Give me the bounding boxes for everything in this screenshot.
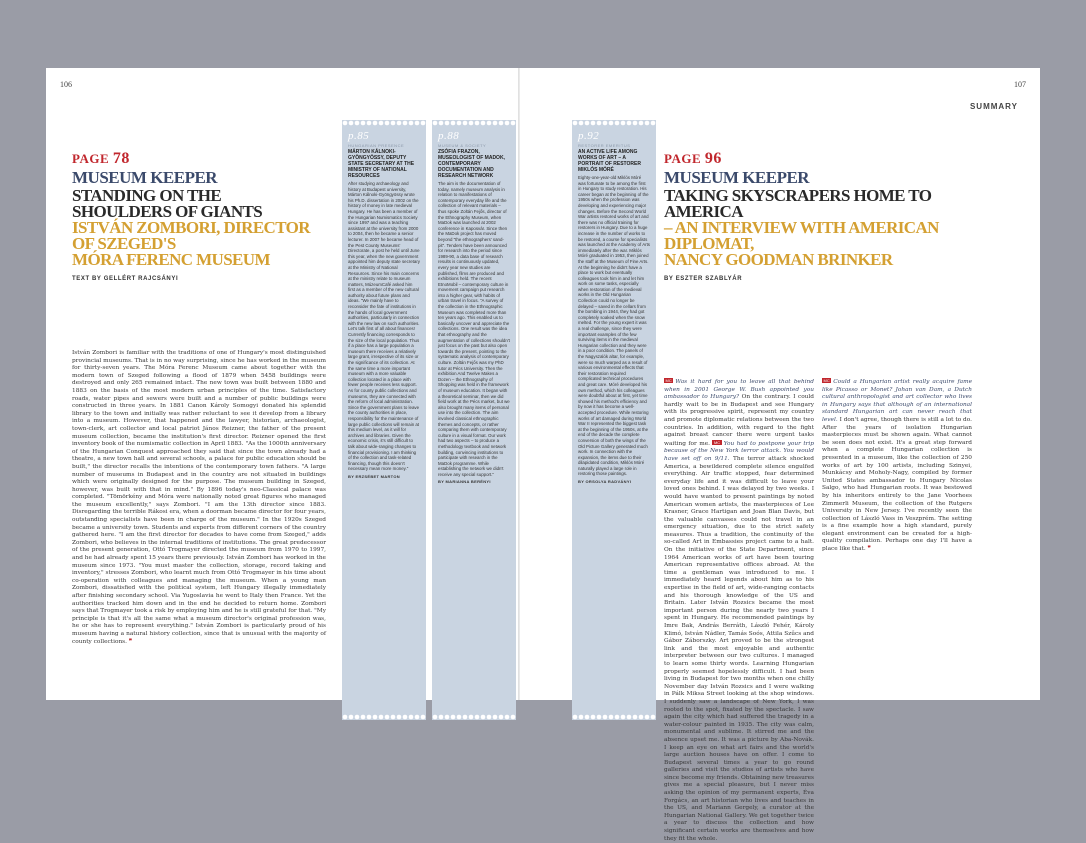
article-subtitle-line2: NANCY GOODMAN BRINKER (664, 250, 893, 269)
question-text: You had to postpone your trip because of the New York terror attack. You would have set off on 9/11. (664, 440, 814, 462)
sidebar-byline: BY ERZSÉBET MARTON (348, 473, 400, 479)
page-ref-number: 78 (112, 150, 130, 167)
interview-column-1 (664, 378, 815, 842)
sidebar-tag: HUNGARIAN PRESENCE (348, 143, 405, 148)
interview-column-2 (822, 378, 972, 692)
page-ref-number: 96 (704, 150, 722, 167)
left-page (46, 68, 566, 700)
sidebar-body: The aim is the documentation of today, namely museum analysis in relation to manifestations of contemporary everyday life and the collection of relevant materials – thus spoke Zoltán Fejős, director of the Ethnography Museum, when MaDok was launched at 2002 conference in Kaposvár. Since then the MaDok project has moved beyond "the ethnographers' sand-pit". Tenders have been announced for research into the period since 1989-90, a data base of research results is continuously updated, every year new studies are published, films are produced and exhibitions held. The recent EtnoMobil – contemporary culture in movement campaign put research into a higher gear, with habits of urban travel in focus. "A survey of the collection in the Ethnographic Museum was completed more than ten years ago. This enabled us to basically uncover and appreciate the collections. One result was the idea that ethnography and the augmentation of collections shouldn't just focus on the past but also open towards the present, pointing to the systematic analysis of contemporary culture. Zoltán Fejős was my PhD tutor at Pécs University. Then the exhibition And Twelve Makes a Dozen – the Ethnography of Shopping was held in the framework of museum education. It began with a theoretical seminar, then we did field work at the Pécs market, but we also brought many items of personal use into the collection. The aim involved classical ethnographic themes and concepts, or rather comparing them with contemporary culture in a visual format. Our work had two aspects – to produce a methodology textbook and network building, convincing institutions to participate with research in the MaDok programme. While establishing the network we didn't receive any special support." (438, 181, 510, 477)
sidebar-byline: BY ORSOLYA RADVÁNYI (578, 479, 632, 485)
article-header (664, 150, 964, 282)
end-mark-icon: ❞ (867, 546, 871, 553)
right-page (520, 68, 1040, 842)
scallop-border-top (572, 120, 656, 126)
sidebar-title: MÁRTON KÁLNOKI-GYÖNGYÖSSY, DEPUTY STATE SECRETARY AT THE MINISTRY OF NATIONAL RESOURCES (348, 149, 415, 179)
article-body-text: István Zombori is familiar with the traditions of one of Hungary's most distinguished provincial museums. That is in no way surprising, since he has worked in the museum for thirty-seven years. The Móra Ferenc Museum came about together with the modern town of Szeged following a flood of 1879 when 5458 buildings were destroyed and only 265 remained intact. The new town was built between 1880 and 1883 on the basis of the most modern urban principles of the time. Satisfactory roads, water pipes and sewers were built and a number of public buildings were constructed in three years. In 1881 Canon Károly Somogyi donated his splendid library to the town and initially was rather reluctant to see it develop from a library into a museum. However, that happened and the lawyer, historian, archaeologist, town-clerk, art collector and local patriot János Reizner, the father of the present museum collection, became the institution's first director. Reizner opened the first inventory book of the numismatic collection in April 1883. "As the 1000th anniversary of the Hungarian Conquest approached they said that since the town already had a theatre, a new town hall and several schools, a palace for public education should be built," the director recalls the intentions of the contemporary town fathers. "A large number of museums in Budapest and in the country are not situated in buildings which were originally designed for the purpose. The museum building in Szeged, however, was built with that in mind." By 1896 today's neo-Classical palace was completed. "Tömörkény and Móra were nationally noted great figures who managed the museum excellently," says Zombori. "I am the 13th director since 1883. Disregarding the terrible Rákosi era, when a doorman became director for four years, outstanding specialists have been in charge of the museum." In the 1920s Szeged became a university town. Students and experts from different corners of the country gathered here. "I am the first director for decades to have come from Szeged," adds Zombori, who believes in the internal traditions of institutions. The great predecessor of the present generation, Ottó Trogmayer directed the museum from 1970 to 1997, and he had already spent 15 years there previously. István Zombori has worked in the museum since 1973. "You must master the collection, storage, record taking and inventory," stresses Zombori, who learnt much from Ottó Trogmayer in his time about co-operation with colleagues and managing the museum. When a young man Zombori, dissatisfied with the political system, left Hungary illegally immediately after finishing secondary school. Via Yugoslavia he went to Italy then France. Yet the authorities tracked him down and in the end he decided to return home. Zombori says that Trogmayer took a risk by employing him and he is still grateful for that. "My principle is that it's all the same what a museum director's original profession was, he or she has to represent everything." István Zombori is particularly proud of his museum having a natural history collection, since that is unusual with the majority of county collections. (72, 350, 326, 645)
question-marker-icon: MC (823, 378, 830, 383)
page-ref-label: PAGE (664, 151, 702, 166)
question-marker-icon: MC (665, 378, 672, 383)
sidebar-page-ref: p.88 (438, 130, 460, 142)
page-number: 106 (60, 80, 72, 89)
question-marker-icon: MC (713, 439, 721, 445)
sidebar-content (348, 130, 420, 710)
sidebar-tag: RESTORER EMERITUS (578, 143, 631, 148)
answer-2: The terror attack shocked America, a bewildered complete silence engulfed everything. Air traffic stopped, fear determined everyday life and it was difficult to leave your loved ones behind. I was delayed by two weeks. I would have wanted to present paintings by noted American women artists, the masterpieces of Lee Krasner, Grace Hartigan and Joan Blan Davis, but the valuable canvasses could not travel in an emergency situation, due to the strict safety measures. Thus a tradition, the continuity of the so-called Art in Embassies project came to a halt. On the initiative of the State Department, since 1964 American works of art have been touring American representative offices abroad. At the time a gentleman was introduced to me. I immediately heard legends about him as to his expertise in the field of art, wide-ranging contacts and his thorough knowledge of the US and Britain. Later István Rozsics became the most important person during the nearly two years I spent in Hungary. He recommended paintings by Imre Bak, András Berráth, László Fehér, Károly Klimó, István Nádler, Tamás Soós, Attila Szűcs and Gábor Záborszky. Art proved to be the strongest link and the most enjoyable and authentic interpreter between our two cultures. I managed to learn some thirty words. Learning Hungarian properly seemed hopelessly difficult. I had been living in Budapest for two months when one chilly November day István Rozsics and I were walking in Pálk Miksa Street looking at the shop windows. I suddenly saw a landscape of New York, I was rooted to the spot, fixated by the spectacle. I saw again the city which had suffered the tragedy in a water-colour painted in 1935. The city was calm, monumental and sublime. It stirred me and the absence upset me. It was a picture by Aba-Novák. I keep an eye on what art fairs and the world's large auction houses have on offer. I come to Budapest several times a year to go round galleries and visit the studios of artists who have since become my friends. Obtaining new treasures gives me a special pleasure, but I never miss asking the opinion of my permanent experts, Éva Forgács, an art historian who lives and teaches in the US, and Mariann Gergely, a curator at the Hungarian National Gallery. We get together twice a year to discuss the collection and how significant certain works are themselves and how they fit the whole. (664, 455, 815, 842)
sidebar-title: ZSÓFIA FRAZON, MUSEOLOGIST OF MADOK, CONTEMPORARY DOCUMENTATION AND RESEARCH NETWORK (438, 149, 505, 179)
article-subtitle-line1: – AN INTERVIEW WITH AMERICAN DIPLOMAT, (664, 218, 939, 253)
sidebar-content (438, 130, 510, 710)
answer-3: I don't agree, though there is still a lot to do. After the years of isolation Hungarian masterpieces must be shown again. What cannot be seen does not exist. It's a great step forward when a complete Hungarian collection is presented in a museum, like the collection of 250 works of art by 100 artists, including Szinyei, Munkácsy and Moholy-Nagy, compiled by former United States ambassador to Hungary Nicolas Salgo, who had Hungarian roots. It was bestowed by his inheritors entirely to the Jane Voorhees Zimmerli Museum, the collection of the Rutgers University in New Jersey. I've recently seen the collection of László Vass in Veszprém. The setting is a fine example how a high standard, purely elegant environment can be created for a high-quality compilation. Perhaps one day I'll have a place like that. (822, 416, 973, 553)
page-reference (72, 150, 322, 168)
scallop-border-top (432, 120, 516, 126)
sidebar-box-1 (342, 120, 426, 720)
article-byline: BY ESZTER SZABLYÁR (664, 276, 743, 282)
sidebar-title: AN ACTIVE LIFE AMONG WORKS OF ART – A PORTRAIT OF RESTORER MIKLÓS MÓRÉ (578, 149, 641, 173)
article-byline: TEXT BY GELLÉRT RAJCSÁNYI (72, 276, 179, 282)
sidebar-box-2 (432, 120, 516, 720)
article-body (72, 350, 326, 690)
article-subtitle-line1: ISTVÁN ZOMBORI, DIRECTOR OF SZEGED'S (72, 218, 310, 253)
question-text: Was it hard for you to leave all that behind when in 2001 George W. Bush appointed you ambassador to Hungary? (664, 379, 814, 401)
sidebar-tag: MUSEUM & SOCIETY (438, 143, 487, 148)
sidebar-box-3 (572, 120, 656, 720)
end-mark-icon: ❞ (128, 638, 132, 645)
article-header (72, 150, 322, 282)
question-text: Could a Hungarian artist really acquire fame like Picasso or Monet? Johan van Dam, a Dutch cultural anthropologist and art collector who lives in Hungary says that although of an international standard Hungarian art can never reach that level. (822, 379, 972, 423)
page-ref-label: PAGE (72, 151, 110, 166)
section-label: SUMMARY (969, 102, 1018, 111)
scallop-border-bottom (432, 714, 516, 720)
page-number: 107 (1014, 80, 1026, 89)
article-title: TAKING SKYSCRAPERS HOME TO AMERICA (664, 186, 932, 221)
article-title: STANDING ON THE SHOULDERS OF GIANTS (72, 186, 263, 221)
scallop-border-bottom (572, 714, 656, 720)
sidebar-byline: BY MARIANNA BERÉNYI (438, 479, 491, 485)
article-subtitle-line2: MÓRA FERENC MUSEUM (72, 250, 270, 269)
article-kicker: MUSEUM KEEPER (664, 168, 810, 187)
sidebar-body: Eighty-one-year-old Miklós Móré was fortunate to be among the first in Hungary to study restoration. His career began at the beginning of the 1950s when the profession was developing and experiencing major changes. Before the Second World War artists restored works of art and there was no official training for restorers in Hungary. Due to a huge increase in the number of works to be restored, a course for specialists was launched at the Academy of Arts immediately after the war. Miklós Móré graduated in 1953, then joined the staff at the Museum of Fine Arts. At the beginning he didn't have a place to work but eventually colleagues took him in and let him work on some tasks, especially when restoration of the medieval works in the Old Hungarian Collection could no longer be delayed – saved in the cellars from the bombing in 1944, they had got completely soaked when the snow melted. For the young expert it was a real challenge, since they were important examples of the few surviving items in the medieval Hungarian collection and they were in a poor condition. The panels of the Nagyszalók altar, for example, were so much warped as a result of various environmental effects that their restoration required complicated technical procedures and great care. Móré developed his own method, which his colleagues were doubtful about at first, yet time showed his method's efficiency and by now it has become a well-accepted procedure. While restoring works of art damaged during World War II represented the biggest task at the beginning of the 1950s, at the end of the decade the complete conversion of both the wings of the Old Picture Gallery generated much work. In connection with the expansion, the items due to their dilapidated condition, Miklós Móré naturally played a large role in restoring those paintings. (578, 175, 650, 477)
answer-1: On the contrary. I could hardly wait to be in Budapest and see Hungary with its progressive spirit, represent my country and promote diplomatic relations between the two countries. In addition, with regard to the fight against breast cancer there were urgent tasks waiting for me. (664, 394, 814, 447)
sidebar-body: After studying archaeology and history at Budapest university, Márton Kálnoki-Gyöngyössy wrote his Ph.D. dissertation in 2002 on the history of money in late medieval Hungary. He has been a member of the Hungarian Numismatics Society since 1997 and was a teaching assistant at the university from 2000 to 2004, then he became a senior lecturer. In 2007 he became head of the Pest County Museums' Directorate, a post he held until June this year, when the new government appointed him deputy state secretary at the Ministry of National Resources. Since his main concerns at the ministry relate to museum matters, MúzeumCafé asked him first as a member of the new cultural authority about future plans and ideas. "We mainly have to reconsider the fate of institutions in the hands of local government authorities, particularly in connection with the new law on such authorities. Let's talk first of all about finances! Currently financing corresponds to the size of the local population. Thus if a place has a large population a museum there receives a relatively large grant, irrespective of its size or the significance of its collection. At the same time a more important museum with a more valuable collection located in a place with fewer people receives less support. As for county public collections and museums, they are connected with the reform of local administration. Since the government plans to leave the county authorities in place, responsibility for the maintenance of large public collections will remain at this medium level, as it will for archives and libraries. Given the economic crisis, it's still difficult to talk about wide-ranging changes to financial provisioning. I am thinking of the collection and task-related financing, though this doesn't necessary mean more money." (348, 181, 420, 472)
scallop-border-top (342, 120, 426, 126)
page-reference (664, 150, 964, 168)
sidebar-page-ref: p.85 (348, 130, 370, 142)
sidebar-content (578, 130, 650, 710)
sidebar-page-ref: p.92 (578, 130, 600, 142)
scallop-border-bottom (342, 714, 426, 720)
article-kicker: MUSEUM KEEPER (72, 168, 218, 187)
